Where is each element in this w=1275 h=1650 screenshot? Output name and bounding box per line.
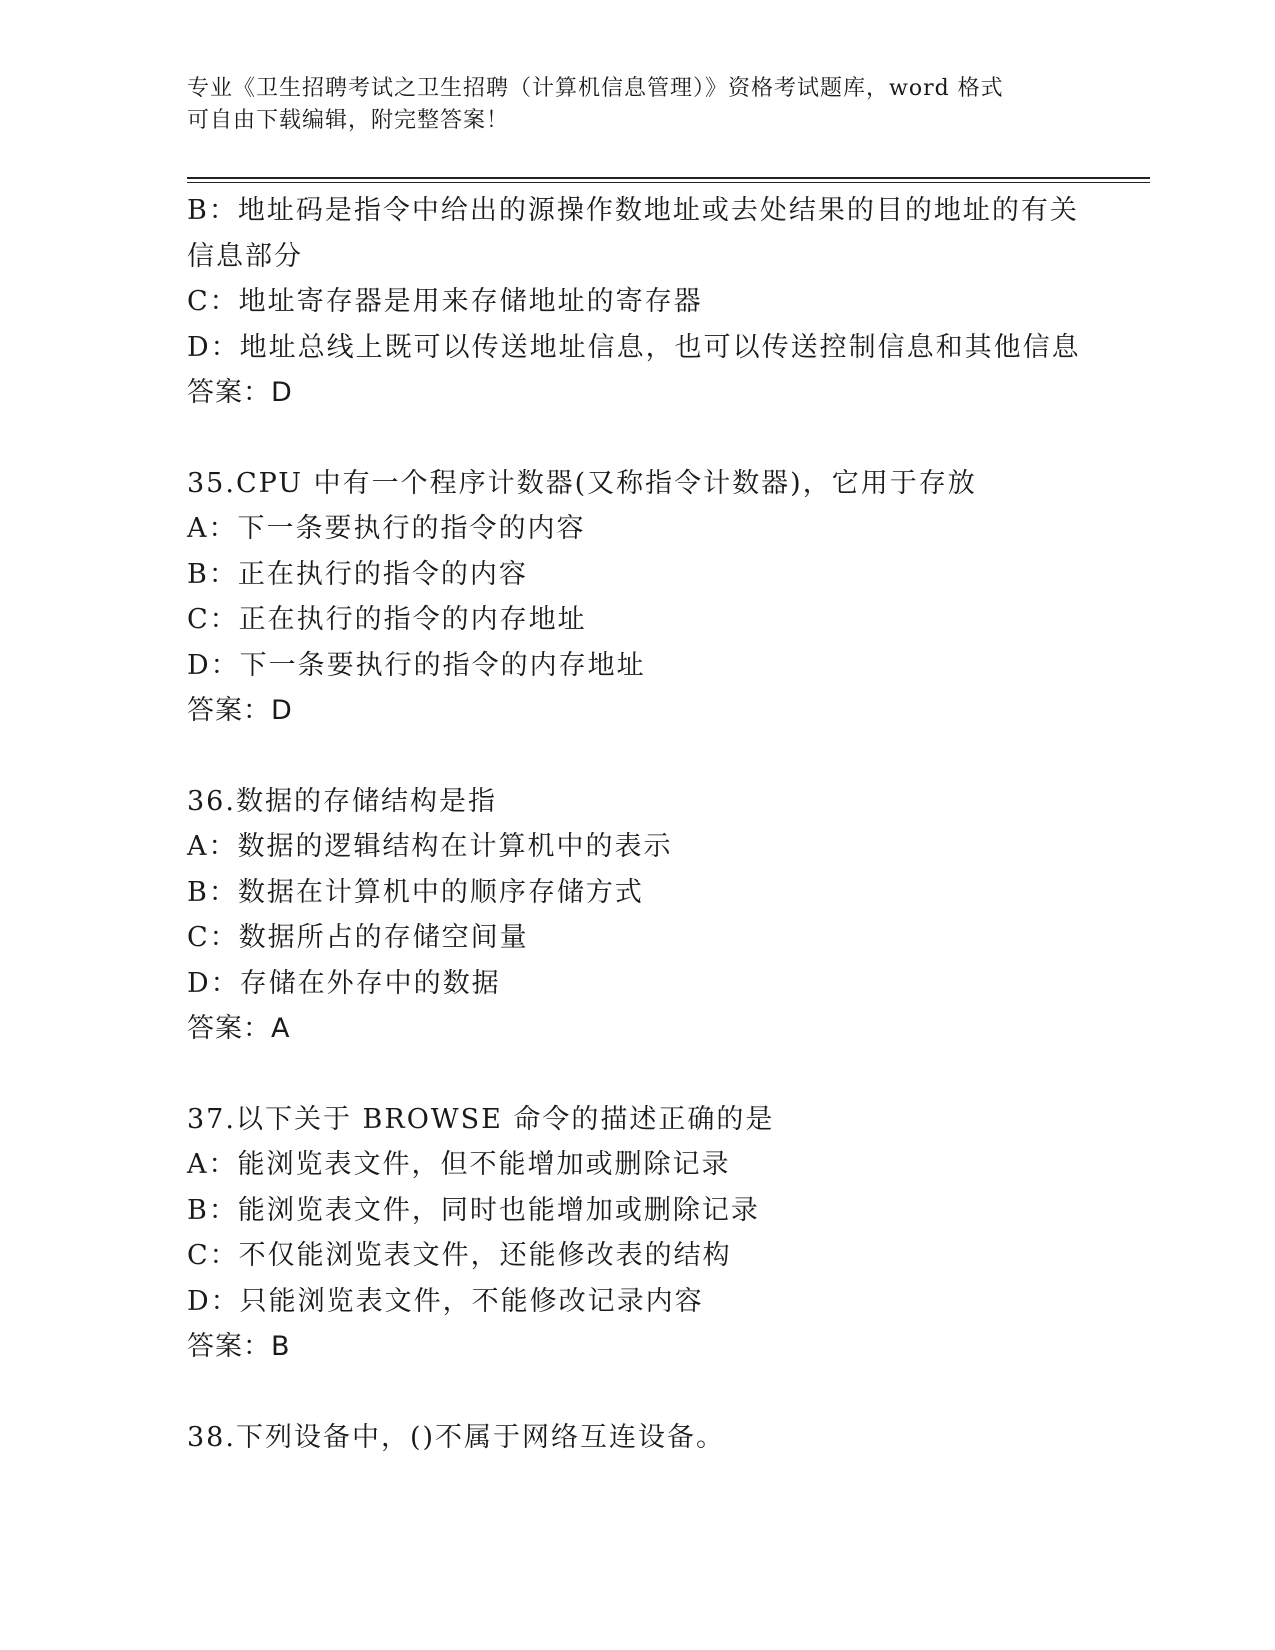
option-a: A：能浏览表文件，但不能增加或删除记录	[187, 1149, 731, 1180]
option-c: C：正在执行的指令的内存地址	[187, 604, 587, 635]
answer: 答案：D	[187, 695, 293, 726]
question-36	[187, 779, 1087, 1052]
option-b-line-1: B：地址码是指令中给出的源操作数地址或去处结果的目的地址的有关	[187, 195, 1079, 226]
option-a: A：数据的逻辑结构在计算机中的表示	[187, 831, 673, 862]
header-divider-thick	[187, 177, 1150, 179]
question-stem: 37.以下关于 BROWSE 命令的描述正确的是	[187, 1103, 775, 1135]
option-d: D：下一条要执行的指令的内存地址	[187, 649, 646, 681]
question-stem: 38.下列设备中，()不属于网络互连设备。	[187, 1421, 726, 1453]
option-b: B：正在执行的指令的内容	[187, 558, 528, 590]
question-37	[187, 1097, 1087, 1370]
option-b: B：能浏览表文件，同时也能增加或删除记录	[187, 1194, 760, 1226]
document-header	[187, 73, 1067, 137]
spacer	[187, 416, 1087, 461]
option-c: C：数据所占的存储空间量	[187, 922, 529, 953]
answer: 答案：A	[187, 1013, 291, 1044]
spacer	[187, 1370, 1087, 1415]
question-stem: 35.CPU 中有一个程序计数器(又称指令计数器)，它用于存放	[187, 467, 977, 499]
option-b-line-2: 信息部分	[187, 240, 303, 272]
question-list	[187, 188, 1087, 1460]
option-d: D：只能浏览表文件，不能修改记录内容	[187, 1285, 704, 1317]
header-divider-thin	[187, 182, 1150, 183]
question-35	[187, 461, 1087, 734]
answer: 答案：D	[187, 377, 293, 408]
answer: 答案：B	[187, 1331, 291, 1362]
option-a: A：下一条要执行的指令的内容	[187, 513, 586, 544]
question-stem: 36.数据的存储结构是指	[187, 785, 497, 817]
question-34-continued	[187, 188, 1087, 416]
option-d: D：地址总线上既可以传送地址信息，也可以传送控制信息和其他信息	[187, 331, 1081, 363]
option-c: C：不仅能浏览表文件，还能修改表的结构	[187, 1240, 732, 1271]
header-line-1: 专业《卫生招聘考试之卫生招聘（计算机信息管理）》资格考试题库，word 格式	[187, 76, 1004, 101]
option-d: D：存储在外存中的数据	[187, 967, 501, 999]
question-38	[187, 1415, 1087, 1461]
option-c: C：地址寄存器是用来存储地址的寄存器	[187, 286, 703, 317]
spacer	[187, 1052, 1087, 1097]
option-b: B：数据在计算机中的顺序存储方式	[187, 876, 644, 908]
header-line-2: 可自由下载编辑，附完整答案！	[187, 108, 510, 133]
spacer	[187, 734, 1087, 779]
